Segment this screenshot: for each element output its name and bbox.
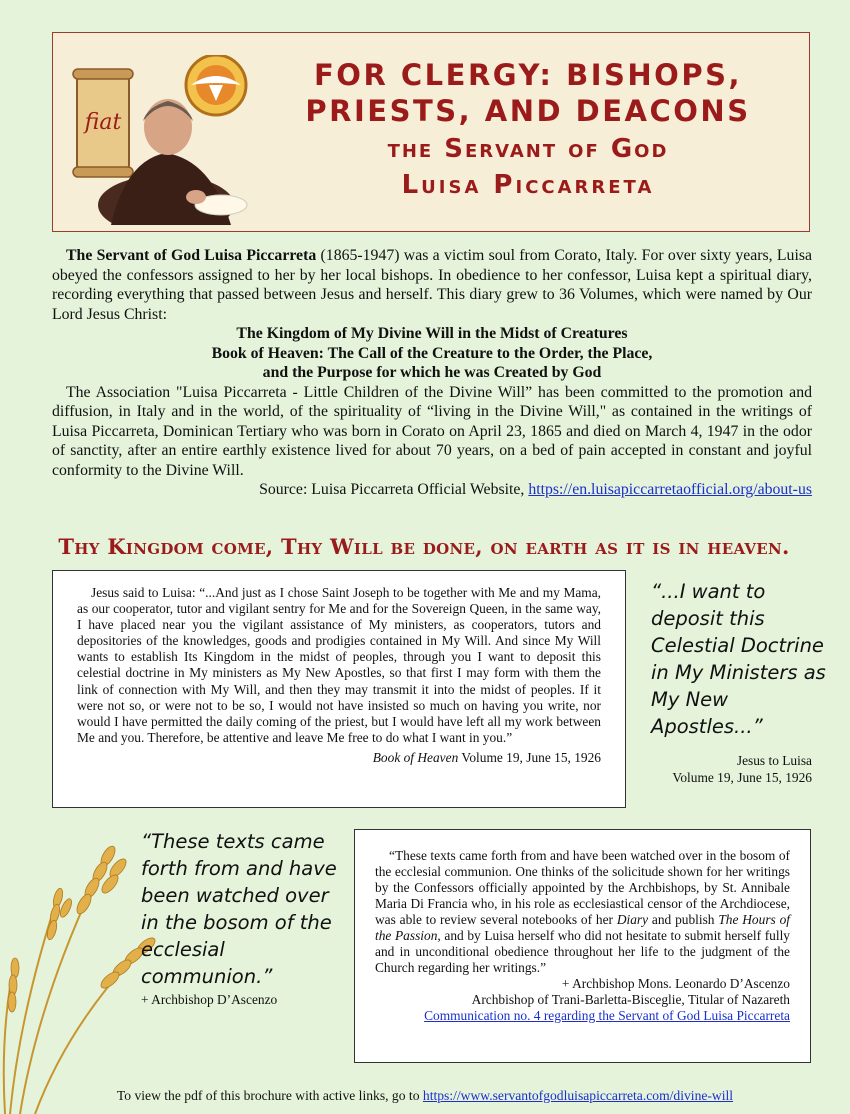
- title-line-2: PRIESTS, AND DEACONS: [305, 94, 751, 128]
- fiat-scroll-icon: [73, 69, 133, 177]
- side-pull-quote: “...I want to deposit this Celestial Doctrine in My Ministers as My New Apostles...”: [651, 580, 826, 738]
- title-line-4: Luisa Piccarreta: [401, 170, 655, 200]
- communication-link[interactable]: Communication no. 4 regarding the Servant of God Luisa Piccarreta: [424, 1008, 790, 1023]
- hours-of-passion-title: The Hours of the Passion: [375, 912, 790, 943]
- jesus-quote-text: Jesus said to Luisa: “...And just as I chose Saint Joseph to be together with Me and my Mama, as our cooperator, tutor and vigilant sentry for Me and for the Sovereign Queen, in the same way, I have placed near you the vigilant assistance of My ministers, as cooperators, tutors and depositories of the knowledges, goods and prodigies contained in My Will. And since My Will wants to establish Its Kingdom in the midst of peoples, through you I want to deposit this celestial doctrine in My ministers as My New Apostles, so that first I may form with them the link of connection with My Will, and then they may transmit it into the midst of peoples. If it were not so, or were not to be so, I would not have insisted so much on having you write, nor would I have permitted the daily coming of the priest, but I would have left all my work between Me and you. Therefore, be attentive and leave Me free to do what I want in you.”: [77, 585, 601, 745]
- intro-paragraph-1: [52, 246, 812, 324]
- archbishop-quote-box: [354, 829, 811, 1063]
- archbishop-quote-part-b: and publish: [648, 912, 719, 927]
- diary-title: Diary: [616, 912, 649, 927]
- title-line-3: the Servant of God: [387, 134, 669, 164]
- citation-volume: Volume 19, June 15, 1926: [458, 749, 601, 765]
- jesus-quote-box: [52, 570, 626, 808]
- luisa-portrait-logo: [71, 55, 271, 225]
- header-title: [258, 57, 798, 203]
- source-label: Source: Luisa Piccarreta Official Website,: [259, 481, 529, 498]
- side-cite-line-1: Jesus to Luisa: [736, 753, 812, 768]
- side-cite-line-2: Volume 19, June 15, 1926: [672, 770, 812, 785]
- archbishop-pull-quote-citation: + Archbishop D’Ascenzo: [141, 992, 278, 1007]
- holy-spirit-dove-icon: [186, 55, 246, 115]
- footer-label: To view the pdf of this brochure with active links, go to: [116, 1088, 423, 1103]
- archbishop-quote-part-c: , and by Luisa herself who did not hesitate to submit herself fully and in unconditional obedience throughout her life to the judgment of the Church regarding her writings.”: [375, 928, 790, 975]
- archbishop-quote-part-a: “These texts came forth from and have been watched over in the bosom of the ecclesial communion. One thinks of the solicitude shown for her writings by the Confessors officially appointed by the Archbishops, by St. Annibale Maria Di Francia who, in his role as ecclesiastical censor of the Archdiocese, was able to review several notebooks of her: [375, 848, 790, 927]
- jesus-quote-citation: [77, 750, 601, 766]
- source-link[interactable]: https://en.luisapiccarretaofficial.org/about-us: [528, 481, 812, 498]
- volume-title-3: and the Purpose for which he was Created by God: [262, 364, 602, 381]
- archbishop-signature-2: Archbishop of Trani-Barletta-Bisceglie, Titular of Nazareth: [471, 992, 790, 1007]
- footer-line: [0, 1088, 850, 1104]
- footer-link[interactable]: https://www.servantofgodluisapiccarreta.com/divine-will: [422, 1088, 734, 1103]
- archbishop-pull-quote: “These texts came forth from and have been watched over in the bosom of the ecclesial communion.”: [141, 830, 337, 988]
- communication-link-line: [375, 1008, 790, 1024]
- volume-title-2: Book of Heaven: The Call of the Creature to the Order, the Place,: [211, 344, 653, 362]
- archbishop-signature-1: + Archbishop Mons. Leonardo D’Ascenzo: [561, 976, 790, 991]
- volume-title-1: The Kingdom of My Divine Will in the Midst of Creatures: [236, 325, 628, 342]
- intro-paragraph-1-text: (1865-1947) was a victim soul from Corato, Italy. For over sixty years, Luisa obeyed the confessors assigned to her by her local bishops. In obedience to her confessor, Luisa kept a spiritual diary, recording everything that passed between Jesus and herself. This diary grew to 36 Volumes, which were named by Our Lord Jesus Christ:: [52, 247, 812, 323]
- wheat-decoration-icon: [0, 790, 160, 1114]
- kingdom-heading: Thy Kingdom come, Thy Will be done, on earth as it is in heaven.: [58, 534, 790, 559]
- title-line-1: FOR CLERGY: BISHOPS,: [314, 58, 742, 92]
- side-quote-citation: [640, 752, 812, 786]
- header-banner: [52, 32, 810, 232]
- intro-section: [52, 246, 812, 500]
- intro-paragraph-2: The Association "Luisa Piccarreta - Little Children of the Divine Will” has been committed to the promotion and diffusion, in Italy and in the world, of the spirituality of “living in the Divine Will," as contained in the writings of Luisa Piccarreta, Dominican Tertiary who was born in Corato on April 23, 1865 and died on March 4, 1947 in the odor of sanctity, after an entire earthly existence lived for about 70 years, on a bed of pain accepted in constant and joyful conformity to the Divine Will.: [52, 383, 812, 479]
- intro-name-bold: The Servant of God Luisa Piccarreta: [66, 247, 317, 264]
- scroll-fiat-text: fiat: [84, 110, 122, 135]
- source-line: [52, 480, 812, 500]
- citation-book-title: Book of Heaven: [372, 749, 459, 765]
- archbishop-quote-text: [375, 848, 790, 976]
